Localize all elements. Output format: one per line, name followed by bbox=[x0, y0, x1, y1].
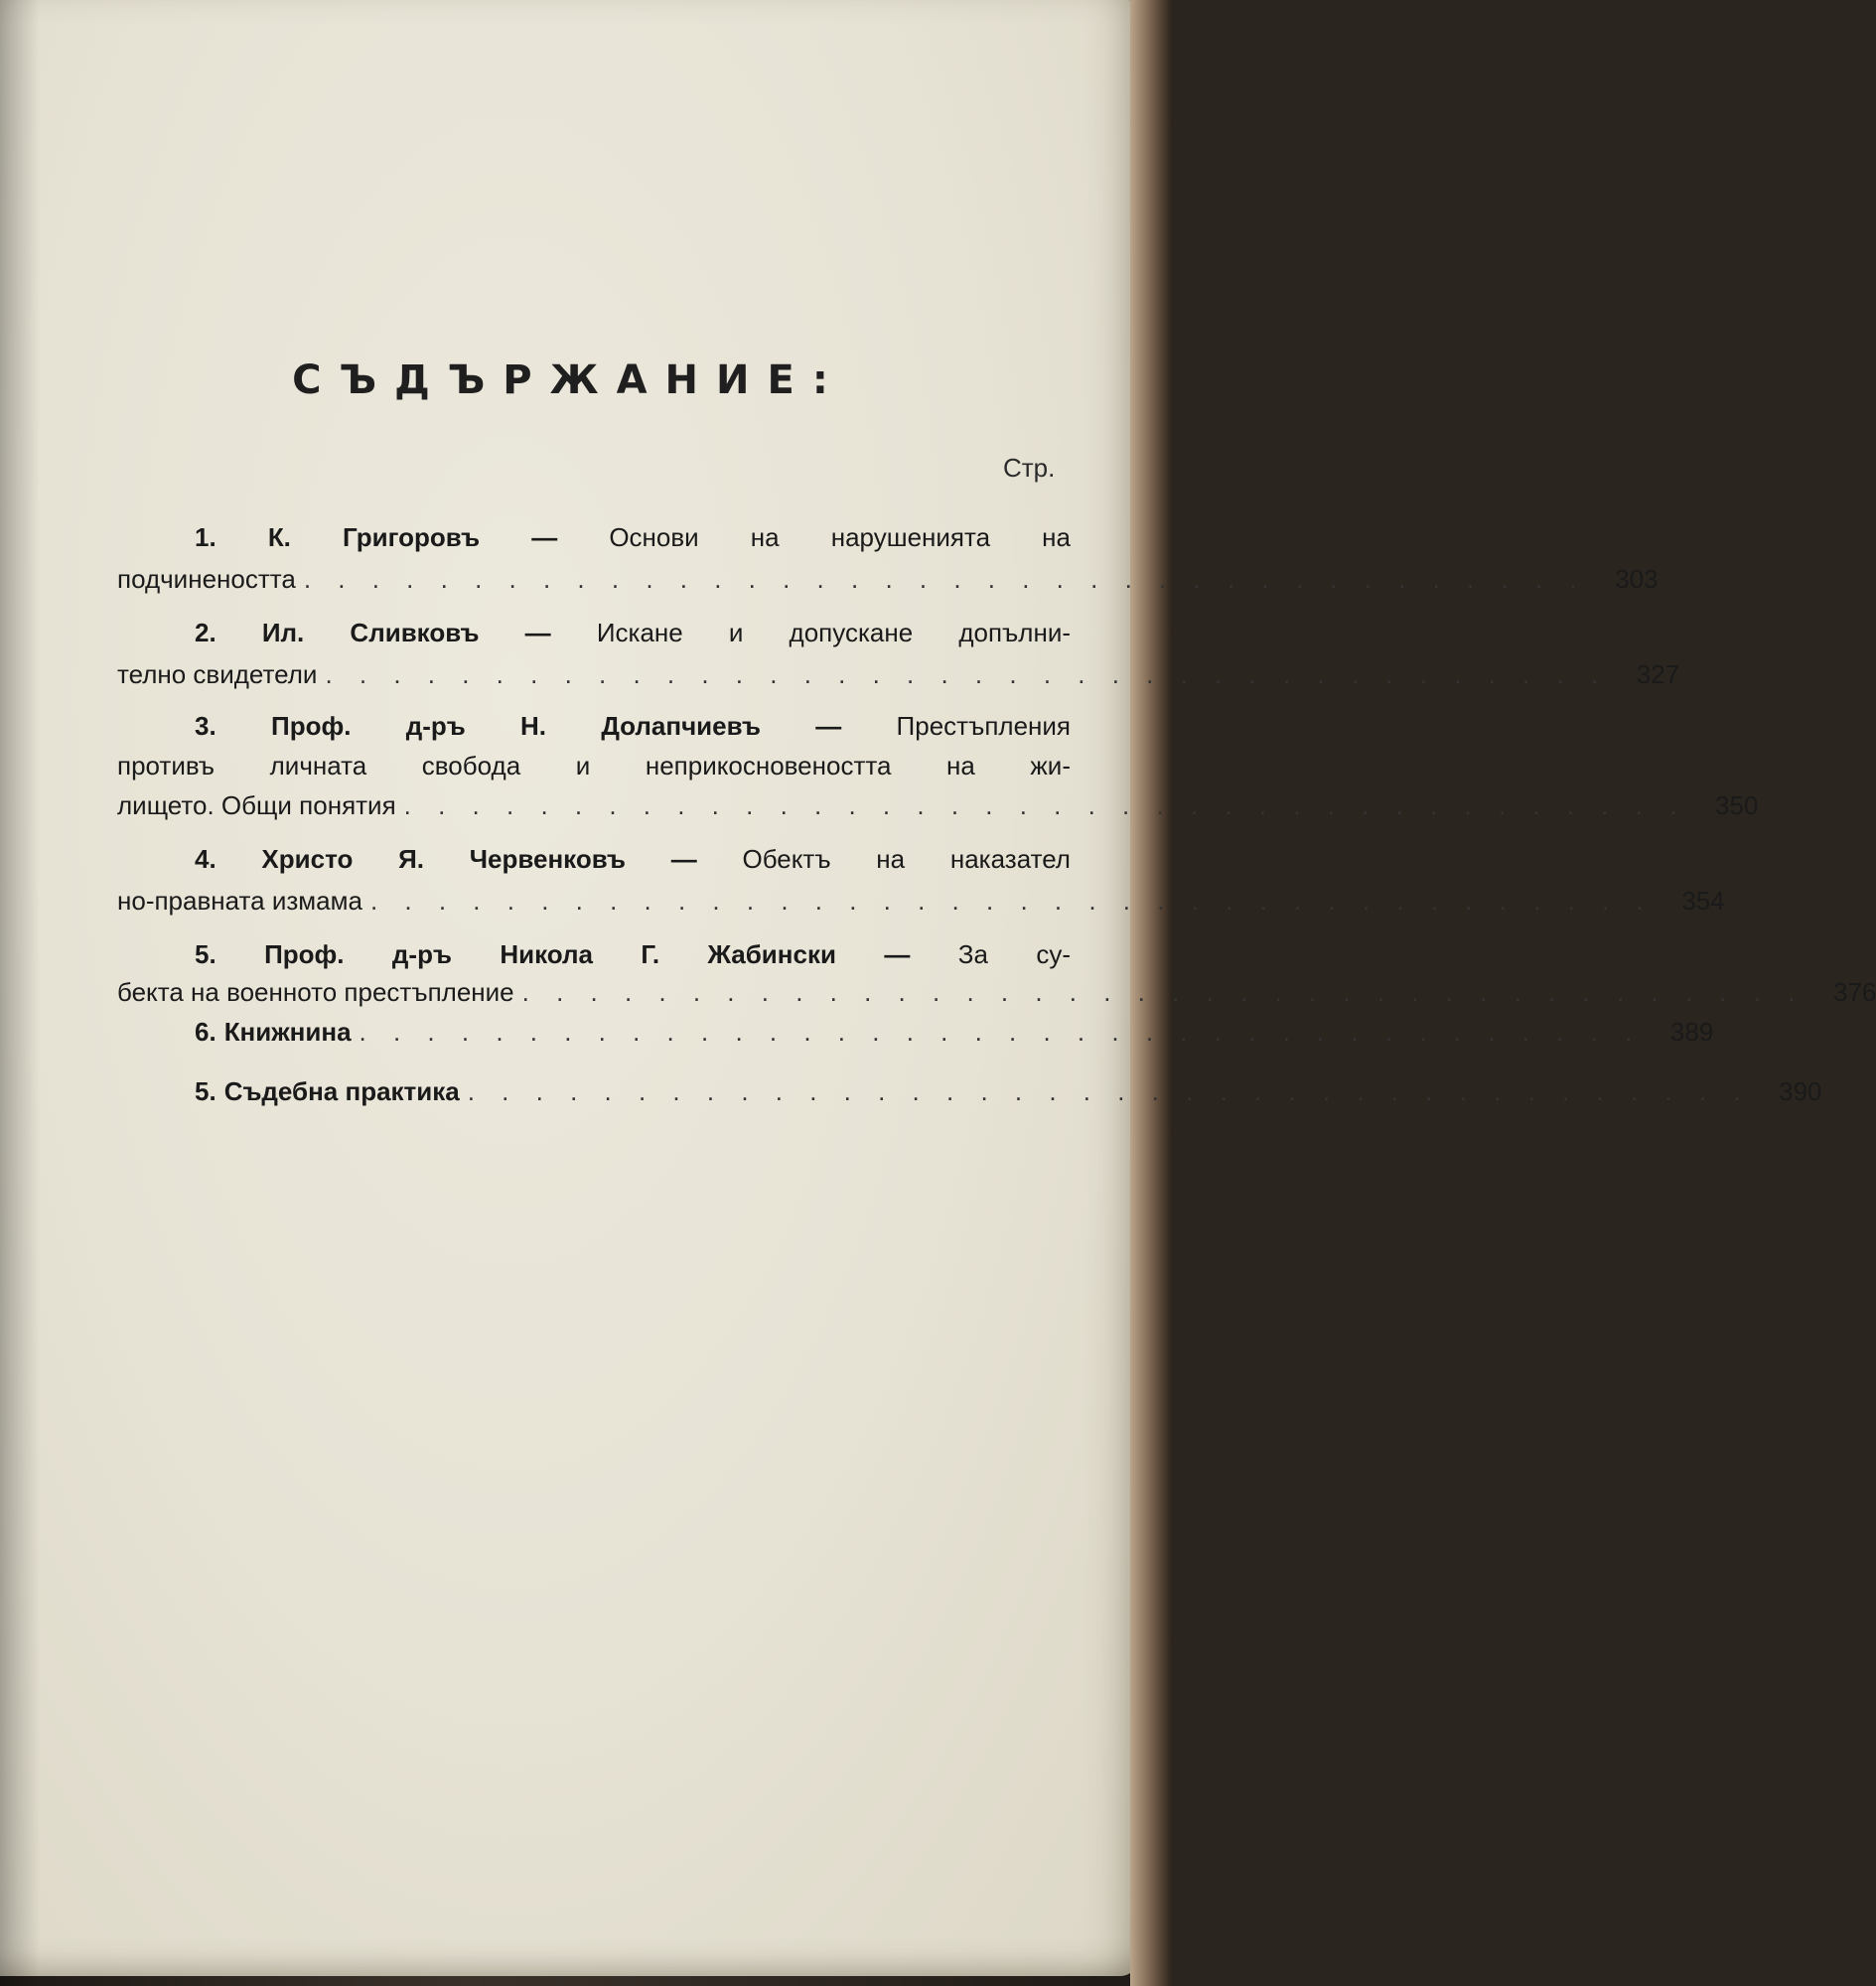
entry-title-part: телно свидетели bbox=[117, 659, 318, 689]
entry-title-part: Основи на нарушенията на bbox=[609, 522, 1072, 552]
entry-number: 2. bbox=[195, 618, 216, 647]
entry-title: Съдебна практика bbox=[223, 1076, 460, 1106]
entry-line bbox=[117, 1074, 1822, 1108]
entry-title-part: Престъпления bbox=[896, 711, 1071, 741]
entry-number: 4. bbox=[195, 844, 216, 874]
entry-title-part: противъ личната свобода и неприкосновеността на жи- bbox=[117, 751, 1071, 780]
entry-page: 376 bbox=[1833, 977, 1876, 1007]
entry-dash: — bbox=[524, 618, 551, 647]
entry-title: Книжнина bbox=[223, 1017, 352, 1047]
entry-page: 303 bbox=[1615, 564, 1659, 594]
toc-entry-5 bbox=[117, 937, 1876, 1009]
leader-dots: . . . . . . . . . . . . . . . . . . . . . . . . . . . . . . . . . . . . . . bbox=[359, 1017, 1643, 1047]
entry-line bbox=[117, 657, 1680, 691]
entry-page: 354 bbox=[1681, 886, 1725, 916]
toc-entry-2 bbox=[117, 616, 1680, 691]
toc-entry-1 bbox=[117, 520, 1659, 596]
entry-number: 5. bbox=[195, 1076, 216, 1106]
entry-page: 350 bbox=[1715, 790, 1759, 820]
toc-title: СЪДЪРЖАНИЕ: bbox=[292, 357, 846, 403]
entry-line bbox=[117, 788, 1759, 822]
entry-number: 1. bbox=[195, 522, 216, 552]
entry-line bbox=[117, 884, 1725, 918]
entry-title-part: но-правната измама bbox=[117, 886, 362, 916]
leader-dots: . . . . . . . . . . . . . . . . . . . . . . . . . . . . . . . . . . . . . . bbox=[325, 659, 1609, 689]
entry-author: Христо Я. Червенковъ bbox=[261, 844, 626, 874]
entry-number: 6. bbox=[195, 1017, 216, 1047]
entry-line bbox=[117, 1015, 1714, 1049]
entry-line bbox=[117, 842, 1071, 876]
leader-dots: . . . . . . . . . . . . . . . . . . . . . . . . . . . . . . . . . . . . . . bbox=[369, 886, 1654, 916]
leader-dots: . . . . . . . . . . . . . . . . . . . . . . . . . . . . . . . . . . . . . . bbox=[403, 790, 1687, 820]
entry-page: 327 bbox=[1636, 659, 1680, 689]
entry-line bbox=[117, 749, 1071, 782]
page-column-label: Стр. bbox=[1003, 453, 1056, 483]
entry-author: К. Григоровъ bbox=[267, 522, 481, 552]
entry-dash: — bbox=[815, 711, 842, 741]
entry-number: 5. bbox=[195, 939, 216, 969]
toc-entry-3 bbox=[117, 709, 1759, 822]
toc-entry-7 bbox=[117, 1074, 1822, 1108]
entry-number: 3. bbox=[195, 711, 216, 741]
entry-title-part: За су- bbox=[957, 939, 1071, 969]
entry-title-part: Обектъ на наказател bbox=[742, 844, 1071, 874]
entry-title-part: Искане и допускане допълни- bbox=[596, 618, 1072, 647]
entry-title-part: бекта на военното престъпление bbox=[117, 977, 514, 1007]
toc-entry-4 bbox=[117, 842, 1725, 918]
entry-dash: — bbox=[531, 522, 558, 552]
entry-title-part: подчинеността bbox=[117, 564, 296, 594]
entry-dash: — bbox=[884, 939, 911, 969]
entry-line bbox=[117, 616, 1071, 649]
entry-dash: — bbox=[670, 844, 697, 874]
entry-title-part: лището. Общи понятия bbox=[117, 790, 396, 820]
entry-author: Проф. д-ръ Н. Долапчиевъ bbox=[271, 711, 761, 741]
entry-author: Ил. Сливковъ bbox=[261, 618, 480, 647]
leader-dots: . . . . . . . . . . . . . . . . . . . . . . . . . . . . . . . . . . . . . . bbox=[303, 564, 1587, 594]
entry-line bbox=[117, 520, 1071, 554]
leader-dots: . . . . . . . . . . . . . . . . . . . . . . . . . . . . . . . . . . . . . . bbox=[467, 1076, 1751, 1106]
entry-author: Проф. д-ръ Никола Г. Жабински bbox=[264, 939, 836, 969]
leader-dots: . . . . . . . . . . . . . . . . . . . . . . . . . . . . . . . . . . . . . . bbox=[521, 977, 1805, 1007]
entry-page: 390 bbox=[1779, 1076, 1822, 1106]
entry-line bbox=[117, 562, 1659, 596]
toc-entry-6 bbox=[117, 1015, 1714, 1049]
entry-page: 389 bbox=[1669, 1017, 1714, 1047]
entry-line bbox=[117, 709, 1071, 743]
entry-line bbox=[117, 975, 1876, 1009]
entry-line bbox=[117, 937, 1071, 971]
